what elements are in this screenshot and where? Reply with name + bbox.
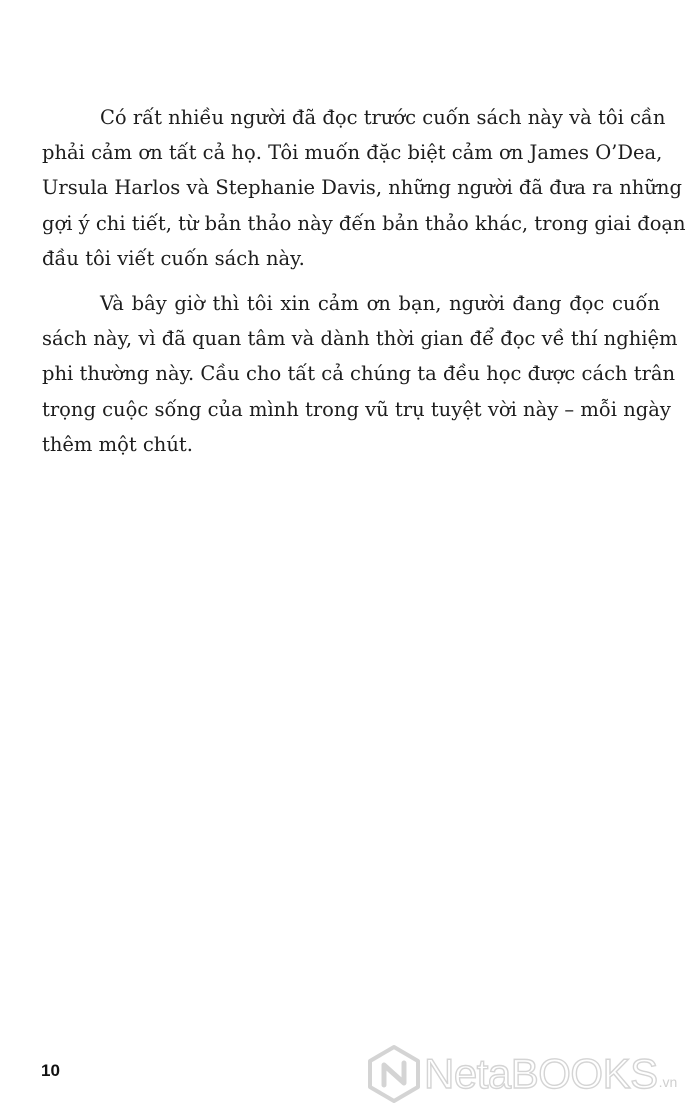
watermark: [366, 1044, 677, 1104]
text-line: đầu tôi viết cuốn sách này.: [42, 246, 305, 270]
text-line: phi thường này. Cầu cho tất cả chúng ta đều học được cách trân: [42, 362, 676, 386]
text-line: thêm một chút.: [42, 432, 193, 456]
text-line: sách này, vì đã quan tâm và dành thời gian để đọc về thí nghiệm: [42, 327, 678, 351]
watermark-brand: NetaBOOKS: [424, 1050, 658, 1097]
text-line: gợi ý chi tiết, từ bản thảo này đến bản thảo khác, trong giai đoạn: [42, 211, 686, 235]
page-number: 10: [41, 1061, 60, 1080]
paragraph-gap: [42, 276, 660, 286]
neta-logo-icon: [366, 1044, 422, 1104]
text-line: Có rất nhiều người đã đọc trước cuốn sách này và tôi cần: [100, 106, 666, 129]
text-line: Và bây giờ thì tôi xin cảm ơn bạn, người đang đọc cuốn: [100, 291, 660, 315]
body-text: [42, 100, 686, 462]
text-line: Ursula Harlos và Stephanie Davis, những người đã đưa ra những: [42, 176, 682, 200]
watermark-suffix: .vn: [658, 1074, 678, 1090]
text-line: phải cảm ơn tất cả họ. Tôi muốn đặc biệt cảm ơn James O’Dea,: [42, 141, 663, 165]
text-line: trọng cuộc sống của mình trong vũ trụ tuyệt vời này – mỗi ngày: [42, 397, 671, 421]
